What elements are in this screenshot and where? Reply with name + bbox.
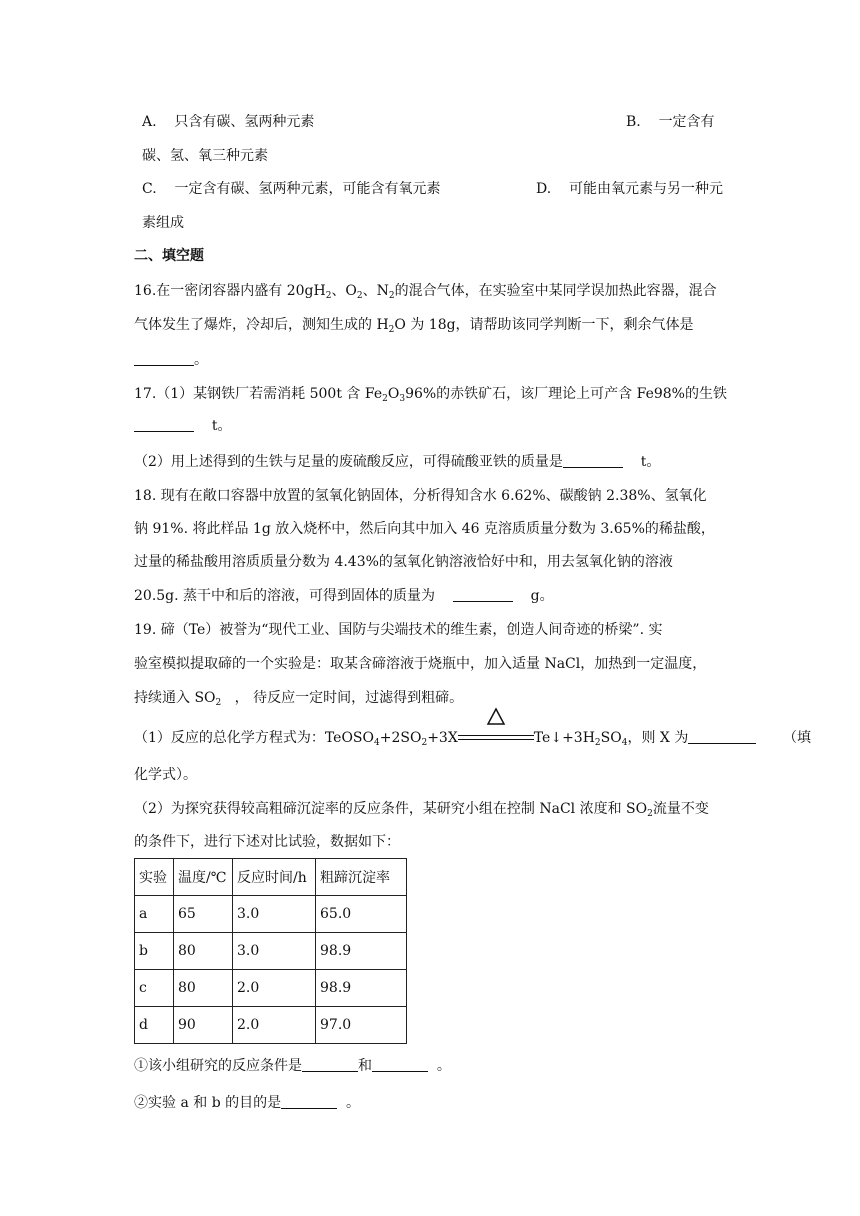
q19-part-1-line-2: 化学式）。: [134, 767, 197, 783]
q16-line-1: [134, 281, 717, 306]
q16-line-2: [134, 315, 694, 340]
subscript: 4: [621, 738, 628, 748]
q19-text: Te↓+3H: [533, 730, 595, 746]
table-cell: 2.0: [233, 1007, 316, 1044]
q18-line-1: 18. 现有在敞口容器中放置的氢氧化钠固体，分析得知含水 6.62%、碳酸钠 2.38%、氢氧化: [134, 488, 707, 504]
q17-unit: t。: [211, 418, 232, 434]
table-cell: 65: [174, 896, 233, 933]
experiment-table: [134, 858, 407, 1044]
table-header-cell: 反应时间/h: [233, 859, 316, 896]
q19-part-2-line-1: [134, 799, 709, 824]
q19-1-answer-blank[interactable]: [688, 729, 756, 744]
subscript: 4: [374, 738, 380, 748]
table-cell: 98.9: [316, 970, 407, 1007]
q19-text: +2SO: [379, 730, 422, 746]
table-cell: c: [135, 970, 174, 1007]
subscript: 2: [388, 325, 395, 335]
subscript: 2: [382, 394, 388, 404]
table-row: [135, 933, 407, 970]
q16-text: 、N: [362, 283, 389, 299]
table-cell: d: [135, 1007, 174, 1044]
q19-text: ， 待反应一定时间，过滤得到粗碲。: [234, 690, 464, 706]
heat-condition-sign: [458, 728, 534, 748]
option-b-text-1: 一定含有: [658, 114, 715, 130]
q16-text: 、O: [331, 283, 357, 299]
q19-condition-blank-2[interactable]: [372, 1057, 428, 1072]
q17-unit: t。: [640, 454, 661, 470]
q19-text: 。: [346, 1095, 361, 1111]
table-header-cell: 实验: [135, 859, 174, 896]
q19-text: 和: [358, 1058, 372, 1074]
q16-text: 气体发生了爆炸，冷却后，测知生成的 H: [134, 317, 389, 333]
option-c: [142, 179, 440, 199]
option-d-label: D.: [536, 181, 552, 197]
option-a-text: 只含有碳、氢两种元素: [174, 114, 315, 130]
option-d-text-1: 可能由氧元素与另一种元: [569, 181, 723, 197]
q16-text: 16.在一密闭容器内盛有 20gH: [134, 283, 326, 299]
option-d-continued: [142, 213, 184, 233]
q16-text: O 为 18g，请帮助该同学判断一下，剩余气体是: [394, 317, 694, 333]
q19-part-1: [134, 728, 811, 753]
option-d: [536, 179, 723, 199]
q19-part-2-line-2: 的条件下，进行下述对比试验，数据如下：: [134, 834, 400, 850]
q18-answer-blank[interactable]: [453, 587, 513, 602]
table-cell: 90: [174, 1007, 233, 1044]
q18-line-4: [134, 586, 554, 606]
q16-text: 的混合气体，在实验室中某同学误加热此容器，混合: [394, 283, 717, 299]
table-header-row: [135, 859, 407, 896]
option-d-text-2: 素组成: [142, 215, 184, 231]
subscript: 2: [647, 809, 653, 819]
subscript: 2: [594, 738, 601, 748]
table-cell: 97.0: [316, 1007, 407, 1044]
q17-part-1: [134, 384, 727, 409]
q17-part-2: [134, 452, 660, 472]
option-b-continued: [142, 146, 268, 166]
q17-text: 17.（1）某钢铁厂若需消耗 500t 含 Fe: [134, 386, 383, 402]
table-cell: a: [135, 896, 174, 933]
q19-text: ②实验 a 和 b 的目的是: [134, 1095, 282, 1111]
q19-text: ，则 X 为: [627, 730, 689, 746]
table-cell: 3.0: [233, 896, 316, 933]
table-cell: 98.9: [316, 933, 407, 970]
table-cell: 65.0: [316, 896, 407, 933]
q19-text: +3X: [427, 730, 458, 746]
table-cell: 3.0: [233, 933, 316, 970]
q19-text: 持续通入 SO: [134, 690, 216, 706]
section-title: 二、填空题: [134, 248, 204, 264]
table-header-cell: 粗蹄沉淀率: [316, 859, 407, 896]
q19-sub-b: [134, 1093, 360, 1113]
q17-text: O: [387, 386, 400, 402]
option-a: [142, 112, 314, 132]
q19-text: （2）为探究获得较高粗碲沉淀率的反应条件，某研究小组在控制 NaCl 浓度和 SO: [134, 801, 648, 817]
table-row: [135, 896, 407, 933]
q19-purpose-blank[interactable]: [281, 1094, 337, 1109]
q19-sub-a: [134, 1056, 451, 1076]
q19-text: SO: [600, 730, 622, 746]
q18-line-2: 钠 91%. 将此样品 1g 放入烧杯中，然后向其中加入 46 克溶质质量分数为 3.65%的稀盐酸，: [134, 521, 715, 537]
subscript: 3: [399, 394, 406, 404]
q18-line-3: 过量的稀盐酸用溶质质量分数为 4.43%的氢氧化钠溶液恰好中和，用去氢氧化钠的溶液: [134, 554, 673, 570]
q19-text: ①该小组研究的反应条件是: [134, 1058, 302, 1074]
table-row: [135, 970, 407, 1007]
option-c-text: 一定含有碳、氢两种元素，可能含有氧元素: [174, 181, 441, 197]
q19-line-3: [134, 688, 463, 713]
q19-line-1: 19. 碲（Te）被誉为“现代工业、国防与尖端技术的维生素，创造人间奇迹的桥梁”. 实: [134, 622, 663, 638]
q18-unit: g。: [530, 588, 554, 604]
q18-text: 20.5g. 蒸干中和后的溶液，可得到固体的质量为: [134, 588, 436, 604]
q19-text: 流量不变: [652, 801, 709, 817]
table-row: [135, 1007, 407, 1044]
q19-line-2: 验室模拟提取碲的一个实验是：取某含碲溶液于烧瓶中，加入适量 NaCl，加热到一定温度，: [134, 656, 707, 672]
subscript: 2: [325, 291, 332, 301]
q17-1-answer-blank[interactable]: [134, 417, 194, 432]
triangle-icon: [458, 706, 534, 728]
q17-text: （2）用上述得到的生铁与足量的废硫酸反应，可得硫酸亚铁的质量是: [134, 454, 563, 470]
table-cell: 80: [174, 933, 233, 970]
option-b-text-2: 碳、氢、氧三种元素: [142, 148, 268, 164]
q17-2-answer-blank[interactable]: [563, 453, 623, 468]
subscript: 2: [356, 291, 363, 301]
table-header-cell: 温度/℃: [174, 859, 233, 896]
subscript: 2: [421, 738, 428, 748]
q16-line-3: [134, 350, 208, 370]
subscript: 2: [215, 698, 222, 708]
table-cell: 80: [174, 970, 233, 1007]
q19-text: （填: [783, 730, 812, 746]
q19-text: （1）反应的总化学方程式为：TeOSO: [134, 730, 374, 746]
table-cell: 2.0: [233, 970, 316, 1007]
q19-text: 。: [436, 1058, 451, 1074]
q16-text: 。: [194, 352, 208, 368]
q19-condition-blank-1[interactable]: [302, 1057, 358, 1072]
table-cell: b: [135, 933, 174, 970]
q16-answer-blank[interactable]: [134, 351, 194, 366]
option-b-label: B.: [626, 114, 641, 130]
option-b: [626, 112, 715, 132]
q17-part-1-answer: [134, 416, 231, 436]
subscript: 2: [388, 291, 395, 301]
option-c-label: C.: [142, 181, 157, 197]
option-a-label: A.: [142, 114, 157, 130]
q17-text: 96%的赤铁矿石，该厂理论上可产含 Fe98%的生铁: [405, 386, 727, 402]
